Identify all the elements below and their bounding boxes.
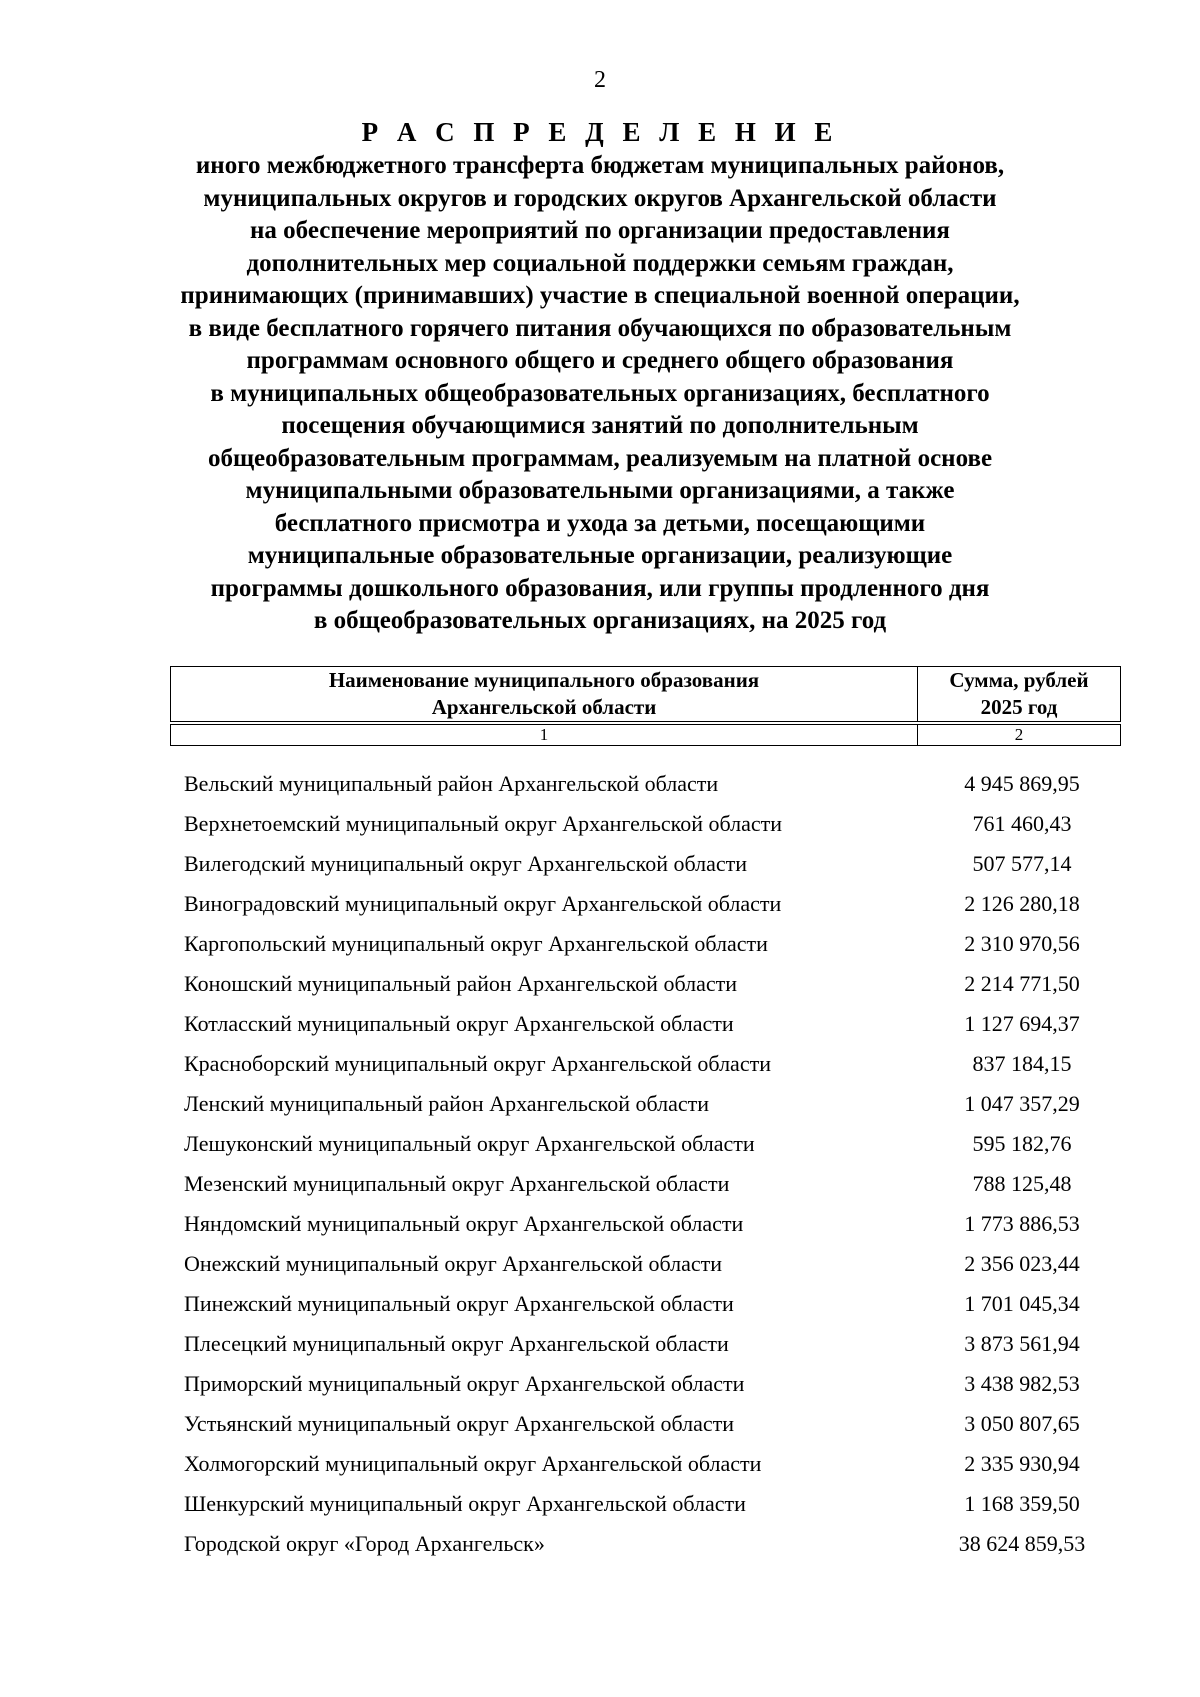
subtitle-line: муниципальных округов и городских округов Архангельской области — [203, 184, 997, 212]
municipality-name: Городской округ «Город Архангельск» — [184, 1531, 545, 1556]
table-row — [184, 924, 1120, 964]
municipality-name: Мезенский муниципальный округ Архангельской области — [184, 1171, 730, 1196]
header-name-line: Наименование муниципального образования — [328, 668, 760, 692]
subtitle-line: муниципальные образовательные организации, реализующие — [247, 542, 953, 569]
subtitle-line: в общеобразовательных организациях, на 2025 год — [313, 607, 887, 634]
table-row — [184, 1284, 1120, 1324]
subtitle-line: в виде бесплатного горячего питания обучающихся по образовательным — [188, 314, 1012, 342]
municipality-name: Холмогорский муниципальный округ Архангельской области — [184, 1451, 762, 1476]
subtitle-line: посещения обучающимися занятий по дополнительным — [281, 412, 919, 439]
subtitle-line: бесплатного присмотра и ухода за детьми, посещающими — [274, 509, 926, 537]
subtitle-line: программам основного общего и среднего общего образования — [246, 347, 954, 374]
table-row — [184, 1204, 1120, 1244]
header-amount-line: 2025 год — [980, 695, 1058, 719]
table-row — [184, 1244, 1120, 1284]
table-row — [184, 1524, 1120, 1564]
amount-value: 1 773 886,53 — [964, 1211, 1080, 1236]
table-body — [184, 764, 1120, 1564]
table-row — [184, 1484, 1120, 1524]
header-name-line: Архангельской области — [431, 695, 657, 719]
document-subtitle — [120, 150, 1080, 638]
amount-value: 837 184,15 — [972, 1051, 1072, 1076]
municipality-name: Приморский муниципальный округ Архангельской области — [184, 1371, 745, 1396]
municipality-name: Вилегодский муниципальный округ Архангельской области — [184, 851, 748, 876]
municipality-name: Няндомский муниципальный округ Архангельской области — [184, 1211, 744, 1236]
subtitle-line: программы дошкольного образования, или группы продленного дня — [210, 574, 990, 602]
table-row — [184, 1364, 1120, 1404]
municipality-name: Онежский муниципальный округ Архангельской области — [184, 1251, 723, 1276]
amount-value: 1 701 045,34 — [964, 1291, 1080, 1316]
amount-value: 1 047 357,29 — [964, 1091, 1080, 1116]
table-row — [184, 1004, 1120, 1044]
amount-value: 2 335 930,94 — [964, 1451, 1080, 1476]
subtitle-line: общеобразовательным программам, реализуемым на платной основе — [207, 444, 993, 472]
table-row — [184, 964, 1120, 1004]
amount-value: 38 624 859,53 — [958, 1531, 1086, 1556]
municipality-name: Вельский муниципальный район Архангельской области — [184, 771, 719, 796]
table-row — [184, 844, 1120, 884]
header-amount-line: Сумма, рублей — [949, 668, 1089, 692]
subtitle-line: принимающих (принимавших) участие в специальной военной операции, — [180, 282, 1020, 309]
amount-value: 4 945 869,95 — [964, 771, 1080, 796]
amount-value: 3 050 807,65 — [964, 1411, 1080, 1436]
table-row — [184, 1324, 1120, 1364]
table-row — [184, 1124, 1120, 1164]
municipality-name: Котласский муниципальный округ Архангельской области — [184, 1011, 734, 1036]
header-amount-cell — [918, 667, 1121, 722]
municipality-name: Пинежский муниципальный округ Архангельской области — [184, 1291, 734, 1316]
page-number: 2 — [594, 67, 606, 93]
amount-value: 1 168 359,50 — [964, 1491, 1080, 1516]
municipality-name: Лешуконский муниципальный округ Архангельской области — [184, 1131, 755, 1156]
municipality-name: Верхнетоемский муниципальный округ Архангельской области — [184, 811, 783, 836]
amount-value: 761 460,43 — [972, 811, 1072, 836]
table-row — [184, 1164, 1120, 1204]
amount-value: 2 126 280,18 — [964, 891, 1080, 916]
municipality-name: Плесецкий муниципальный округ Архангельской области — [184, 1331, 729, 1356]
header-name-cell — [171, 667, 918, 722]
column-number: 1 — [171, 725, 918, 746]
column-number: 2 — [918, 725, 1121, 746]
amount-value: 3 438 982,53 — [964, 1371, 1080, 1396]
table-row — [184, 804, 1120, 844]
table-row — [184, 764, 1120, 804]
subtitle-line: иного межбюджетного трансферта бюджетам муниципальных районов, — [195, 152, 1005, 179]
amount-value: 2 356 023,44 — [964, 1251, 1080, 1276]
subtitle-line: на обеспечение мероприятий по организации предоставления — [250, 217, 950, 244]
municipality-name: Шенкурский муниципальный округ Архангельской области — [184, 1491, 746, 1516]
municipality-name: Ленский муниципальный район Архангельской области — [184, 1091, 710, 1116]
municipality-name: Красноборский муниципальный округ Архангельской области — [184, 1051, 771, 1076]
municipality-name: Коношский муниципальный район Архангельской области — [184, 971, 737, 996]
amount-value: 1 127 694,37 — [964, 1011, 1080, 1036]
table-row — [184, 884, 1120, 924]
table-row — [184, 1044, 1120, 1084]
amount-value: 595 182,76 — [972, 1131, 1072, 1156]
amount-value: 3 873 561,94 — [964, 1331, 1080, 1356]
municipality-name: Устьянский муниципальный округ Архангельской области — [184, 1411, 735, 1436]
amount-value: 788 125,48 — [972, 1171, 1072, 1196]
subtitle-line: в муниципальных общеобразовательных организациях, бесплатного — [210, 379, 990, 407]
municipality-name: Каргопольский муниципальный округ Архангельской области — [184, 931, 768, 956]
subtitle-line: муниципальными образовательными организациями, а также — [245, 477, 955, 504]
table-row — [184, 1084, 1120, 1124]
table-row — [184, 1444, 1120, 1484]
table-header — [170, 666, 1121, 746]
subtitle-line: дополнительных мер социальной поддержки семьям граждан, — [246, 249, 954, 277]
table-row — [184, 1404, 1120, 1444]
document-title: Р А С П Р Е Д Е Л Е Н И Е — [361, 117, 839, 147]
amount-value: 507 577,14 — [972, 851, 1072, 876]
amount-value: 2 214 771,50 — [964, 971, 1080, 996]
municipality-name: Виноградовский муниципальный округ Архангельской области — [184, 891, 782, 916]
amount-value: 2 310 970,56 — [964, 931, 1080, 956]
